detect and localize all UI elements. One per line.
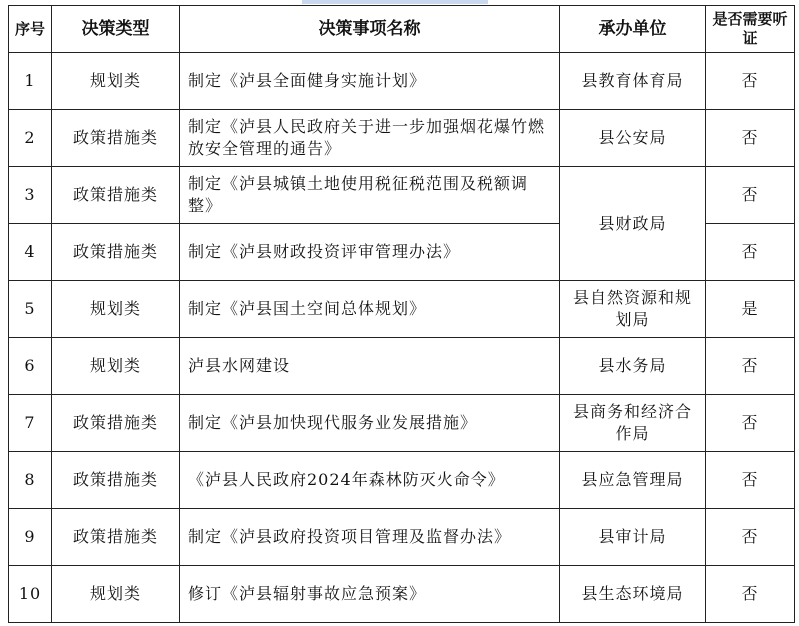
cell-no: 9 [9,509,52,566]
cell-name: 制定《泸县人民政府关于进一步加强烟花爆竹燃放安全管理的通告》 [180,110,560,167]
table-row [9,452,795,509]
cell-no: 5 [9,281,52,338]
cell-name: 制定《泸县财政投资评审管理办法》 [180,224,560,281]
cell-name: 制定《泸县全面健身实施计划》 [180,53,560,110]
cell-no: 10 [9,566,52,623]
cell-type: 政策措施类 [52,509,180,566]
cell-name: 制定《泸县政府投资项目管理及监督办法》 [180,509,560,566]
top-scroll-indicator [302,0,488,4]
cell-type: 规划类 [52,53,180,110]
cell-type: 政策措施类 [52,452,180,509]
cell-unit: 县审计局 [560,509,706,566]
cell-type: 政策措施类 [52,167,180,224]
table-row [9,509,795,566]
cell-name: 《泸县人民政府2024年森林防灭火命令》 [180,452,560,509]
cell-unit: 县应急管理局 [560,452,706,509]
cell-unit-merged: 县财政局 [560,167,706,281]
table-row [9,53,795,110]
table-row [9,110,795,167]
cell-name: 制定《泸县城镇土地使用税征税范围及税额调整》 [180,167,560,224]
header-hearing: 是否需要听证 [706,6,795,53]
decision-table [8,5,795,623]
cell-name: 修订《泸县辐射事故应急预案》 [180,566,560,623]
cell-name: 制定《泸县加快现代服务业发展措施》 [180,395,560,452]
table-row [9,281,795,338]
table-row [9,167,795,224]
cell-name: 制定《泸县国土空间总体规划》 [180,281,560,338]
cell-no: 8 [9,452,52,509]
cell-hearing: 否 [706,110,795,167]
cell-type: 规划类 [52,566,180,623]
cell-unit: 县自然资源和规划局 [560,281,706,338]
cell-no: 7 [9,395,52,452]
cell-type: 规划类 [52,281,180,338]
cell-no: 6 [9,338,52,395]
cell-hearing: 否 [706,509,795,566]
cell-type: 政策措施类 [52,224,180,281]
header-unit: 承办单位 [560,6,706,53]
cell-hearing: 否 [706,566,795,623]
cell-unit: 县生态环境局 [560,566,706,623]
cell-no: 4 [9,224,52,281]
cell-no: 3 [9,167,52,224]
cell-hearing: 否 [706,224,795,281]
cell-hearing: 否 [706,395,795,452]
cell-unit: 县商务和经济合作局 [560,395,706,452]
header-name: 决策事项名称 [180,6,560,53]
cell-unit: 县教育体育局 [560,53,706,110]
cell-hearing: 否 [706,53,795,110]
cell-no: 1 [9,53,52,110]
header-type: 决策类型 [52,6,180,53]
table-header-row [9,6,795,53]
table-row [9,338,795,395]
table-row [9,566,795,623]
cell-hearing: 否 [706,452,795,509]
cell-unit: 县水务局 [560,338,706,395]
cell-name: 泸县水网建设 [180,338,560,395]
cell-type: 规划类 [52,338,180,395]
cell-hearing: 否 [706,338,795,395]
header-no: 序号 [9,6,52,53]
cell-unit: 县公安局 [560,110,706,167]
cell-hearing: 是 [706,281,795,338]
cell-hearing: 否 [706,167,795,224]
cell-type: 政策措施类 [52,395,180,452]
cell-type: 政策措施类 [52,110,180,167]
cell-no: 2 [9,110,52,167]
table-row [9,395,795,452]
